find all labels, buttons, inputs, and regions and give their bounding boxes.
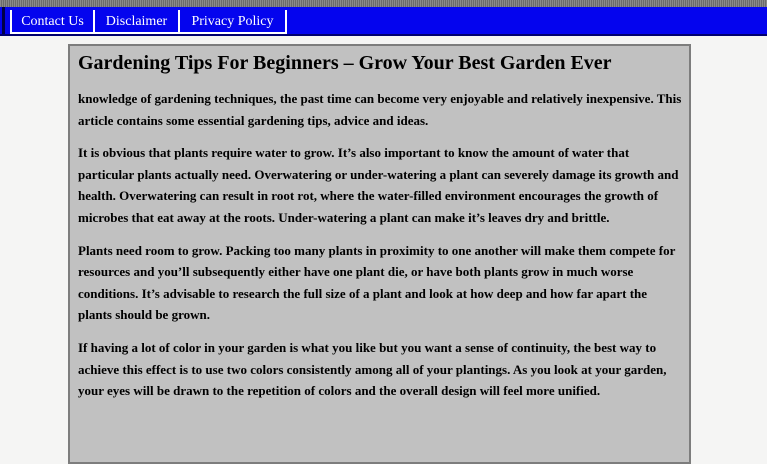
- article-title: Gardening Tips For Beginners – Grow Your Best Garden Ever: [78, 52, 612, 74]
- article-panel: [68, 44, 691, 464]
- article-paragraph-watering: It is obvious that plants require water to grow. It’s also important to know the amount of water that particular plants actually need. Overwatering or under-watering a plant can severely damage its growth and health. Overwatering can result in root rot, where the water-filled environment encourages the growth of microbes that eat away at the roots. Under-watering a plant can make it’s leaves dry and brittle.: [78, 145, 679, 225]
- article-paragraph-intro: knowledge of gardening techniques, the past time can become very enjoyable and relatively inexpensive. This article contains some essential gardening tips, advice and ideas.: [78, 91, 682, 128]
- nav-menu: [10, 10, 287, 34]
- nav-item-disclaimer[interactable]: Disclaimer: [95, 10, 180, 32]
- article-paragraph-color: If having a lot of color in your garden is what you like but you want a sense of continuity, the best way to achieve this effect is to use two colors consistently among all of your plantings. As you look at your garden, your eyes will be drawn to the repetition of colors and the overall design will feel more unified.: [78, 339, 667, 399]
- navigation-bar: [0, 7, 767, 36]
- nav-item-privacy-policy[interactable]: Privacy Policy: [180, 10, 287, 32]
- nav-item-contact-us[interactable]: Contact Us: [12, 10, 95, 32]
- article-paragraph-spacing: Plants need room to grow. Packing too many plants in proximity to one another will make them compete for resources and you’ll subsequently either have one plant die, or have both plants grow in much worse conditions. It’s advisable to research the full size of a plant and look at how deep and how far apart the plants should be grown.: [78, 242, 676, 323]
- window-top-strip: [0, 0, 767, 7]
- nav-left-edge: [2, 7, 5, 34]
